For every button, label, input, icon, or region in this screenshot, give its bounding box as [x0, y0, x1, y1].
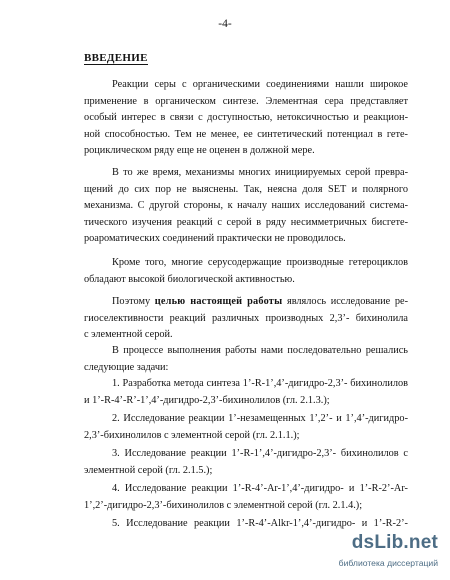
- text-line: щений до сих пор не выяснены. Так, неясна доля SET и полярного: [84, 183, 408, 195]
- text-line: В то же время, механизмы многих инициируемых серой превра-: [112, 167, 408, 178]
- text-line: элементной серой (гл. 2.1.5.);: [84, 464, 213, 476]
- task-item-2: [84, 411, 408, 444]
- goal-bold-phrase: целью настоящей работы: [154, 296, 283, 307]
- text-line: с элементной серой.: [84, 329, 173, 341]
- task-item-4: [84, 481, 408, 514]
- text-line: и 1’-R-4’-R’-1’,4’-дигидро-2,3’-бихинолилов (гл. 2.1.3.);: [84, 394, 330, 406]
- text-line: роциклическом ряду еще не оценен в должной мере.: [84, 145, 315, 157]
- paragraph-bioactivity: [84, 255, 408, 288]
- text-line: 3. Исследование реакции 1’-R-1’,4’-дигидро-2,3’- бихинолилов с: [112, 448, 408, 459]
- watermark-logo: dsLib.net: [351, 532, 438, 553]
- text-line: В процессе выполнения работы нами последовательно решались: [112, 345, 408, 356]
- watermark: [320, 532, 438, 572]
- paragraph-tasks-intro: [84, 343, 408, 376]
- text-line: гиоселективности реакций различных производных 2,3’- бихинолила: [84, 312, 408, 324]
- page-number: -4-: [218, 18, 232, 30]
- text-line: 1. Разработка метода синтеза 1’-R-1’,4’-дигидро-2,3’- бихинолилов: [112, 378, 408, 389]
- watermark-subtitle: библиотека диссертаций: [338, 558, 438, 568]
- text-line: 4. Исследование реакции 1’-R-4’-Ar-1’,4’-дигидро- и 1’-R-2’-Ar-: [112, 483, 408, 494]
- text-line: роароматических соединений практически не проводилось.: [84, 233, 346, 245]
- text-line: механизма. С другой стороны, к началу наших исследований системa-: [84, 200, 408, 212]
- paragraph-goal: [84, 294, 408, 344]
- paragraph-mechanisms: [84, 165, 408, 248]
- text-line: следующие задачи:: [84, 361, 169, 373]
- text-line: 1’,2’-дигидро-2,3’-бихинолилов с элементной серой (гл. 2.1.4.);: [84, 499, 363, 511]
- goal-text-after: являлось исследование ре-: [286, 296, 409, 307]
- text-line: Реакции серы с органическими соединениями нашли широкое: [112, 79, 408, 90]
- text-line: 2. Исследование реакции 1’-незамещенных 1’,2’- и 1’,4’-дигидро-: [112, 413, 408, 424]
- task-item-3: [84, 446, 408, 479]
- text-line: 5. Исследование реакции 1’-R-4’-Alkr-1’,4’-дигидро- и 1’-R-2’-: [112, 518, 408, 529]
- text-line: особый интерес в связи с доступностью, нетоксичностью и реакцион-: [84, 112, 408, 124]
- section-heading: ВВЕДЕНИЕ: [84, 52, 148, 64]
- goal-text-before: Поэтому: [112, 296, 151, 307]
- text-line: Кроме того, многие серусодержащие производные гетероциклов: [112, 257, 408, 268]
- task-item-5: [84, 516, 408, 533]
- text-line: тического изучения реакций с серой в ряду несимметричных бисгете-: [84, 216, 408, 228]
- goal-first-line: [84, 294, 408, 311]
- text-line: 2,3’-бихинолилов с элементной серой (гл. 2.1.1.);: [84, 429, 300, 441]
- text-line: применение в органическом синтезе. Элементная сера представляет: [84, 95, 408, 107]
- text-line: ной способностью. Тем не менее, ее синтетический потенциал в гете-: [84, 128, 408, 140]
- text-line: обладают высокой биологической активностью.: [84, 273, 295, 285]
- task-item-1: [84, 376, 408, 409]
- paragraph-intro: [84, 77, 408, 160]
